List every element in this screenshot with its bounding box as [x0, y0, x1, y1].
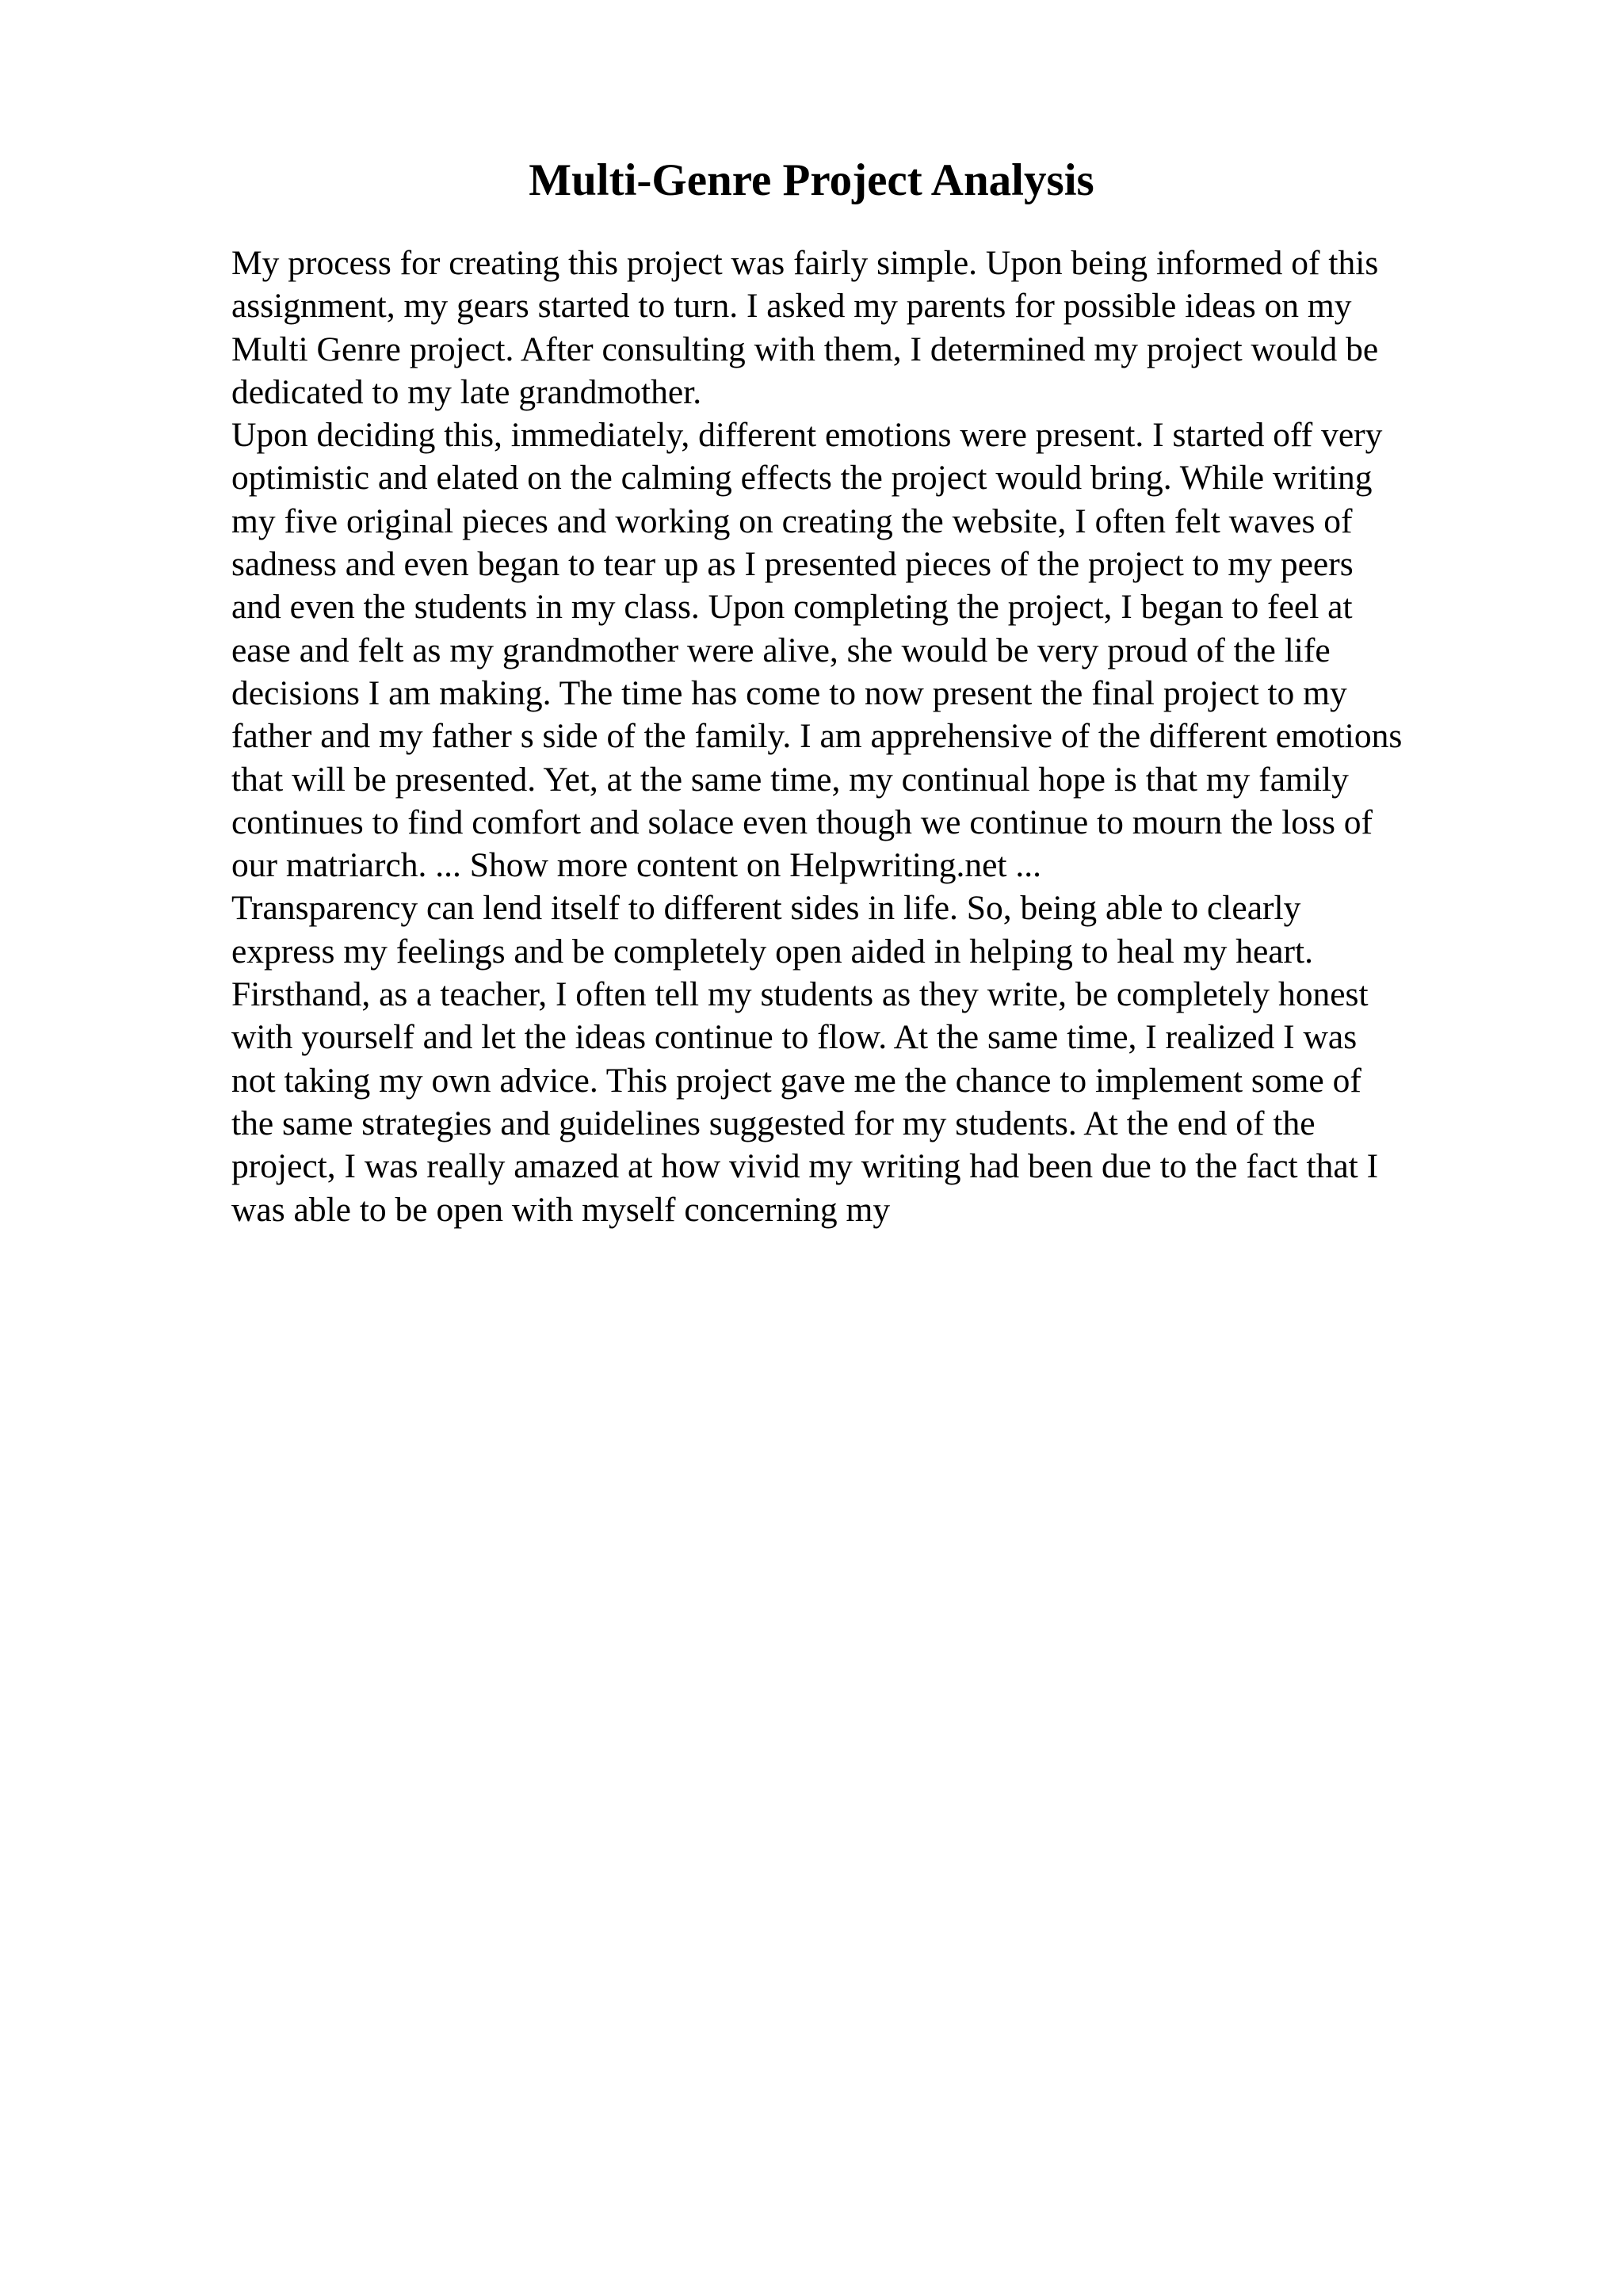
body-line: Multi Genre project. After consulting with them, I determined my project would be — [231, 330, 1379, 368]
body-line: Upon deciding this, immediately, different emotions were present. I started off very — [231, 416, 1383, 455]
document-title: Multi-Genre Project Analysis — [529, 155, 1094, 205]
body-line: continues to find comfort and solace even though we continue to mourn the loss of — [231, 803, 1373, 841]
body-line: optimistic and elated on the calming effects the project would bring. While writing — [231, 459, 1373, 498]
body-line: and even the students in my class. Upon completing the project, I began to feel at — [231, 588, 1353, 627]
body-line: was able to be open with myself concerning my — [231, 1190, 891, 1229]
body-line: ease and felt as my grandmother were alive, she would be very proud of the life — [231, 631, 1331, 669]
body-line: father and my father s side of the family. I am apprehensive of the different emotions — [231, 717, 1403, 756]
body-line: our matriarch. ... Show more content on Helpwriting.net ... — [231, 846, 1042, 885]
body-line: the same strategies and guidelines suggested for my students. At the end of the — [231, 1104, 1316, 1142]
body-line: decisions I am making. The time has come to now present the final project to my — [231, 673, 1347, 712]
body-line: project, I was really amazed at how vivid my writing had been due to the fact that I — [231, 1147, 1379, 1186]
body-line: not taking my own advice. This project gave me the chance to implement some of — [231, 1061, 1361, 1100]
body-line: sadness and even began to tear up as I presented pieces of the project to my peers — [231, 545, 1354, 584]
body-line: My process for creating this project was fairly simple. Upon being informed of this — [231, 244, 1379, 282]
body-line: dedicated to my late grandmother. — [231, 372, 702, 411]
body-line: express my feelings and be completely open aided in helping to heal my heart. — [231, 932, 1314, 971]
body-line: assignment, my gears started to turn. I asked my parents for possible ideas on my — [231, 287, 1352, 326]
body-line: Firsthand, as a teacher, I often tell my students as they write, be completely honest — [231, 975, 1369, 1014]
body-line: with yourself and let the ideas continue to flow. At the same time, I realized I was — [231, 1018, 1358, 1057]
body-line: Transparency can lend itself to different sides in life. So, being able to clearly — [231, 889, 1301, 928]
body-line: my five original pieces and working on creating the website, I often felt waves of — [231, 502, 1353, 540]
document-body — [231, 242, 1531, 1231]
body-line: that will be presented. Yet, at the same time, my continual hope is that my family — [231, 760, 1349, 799]
